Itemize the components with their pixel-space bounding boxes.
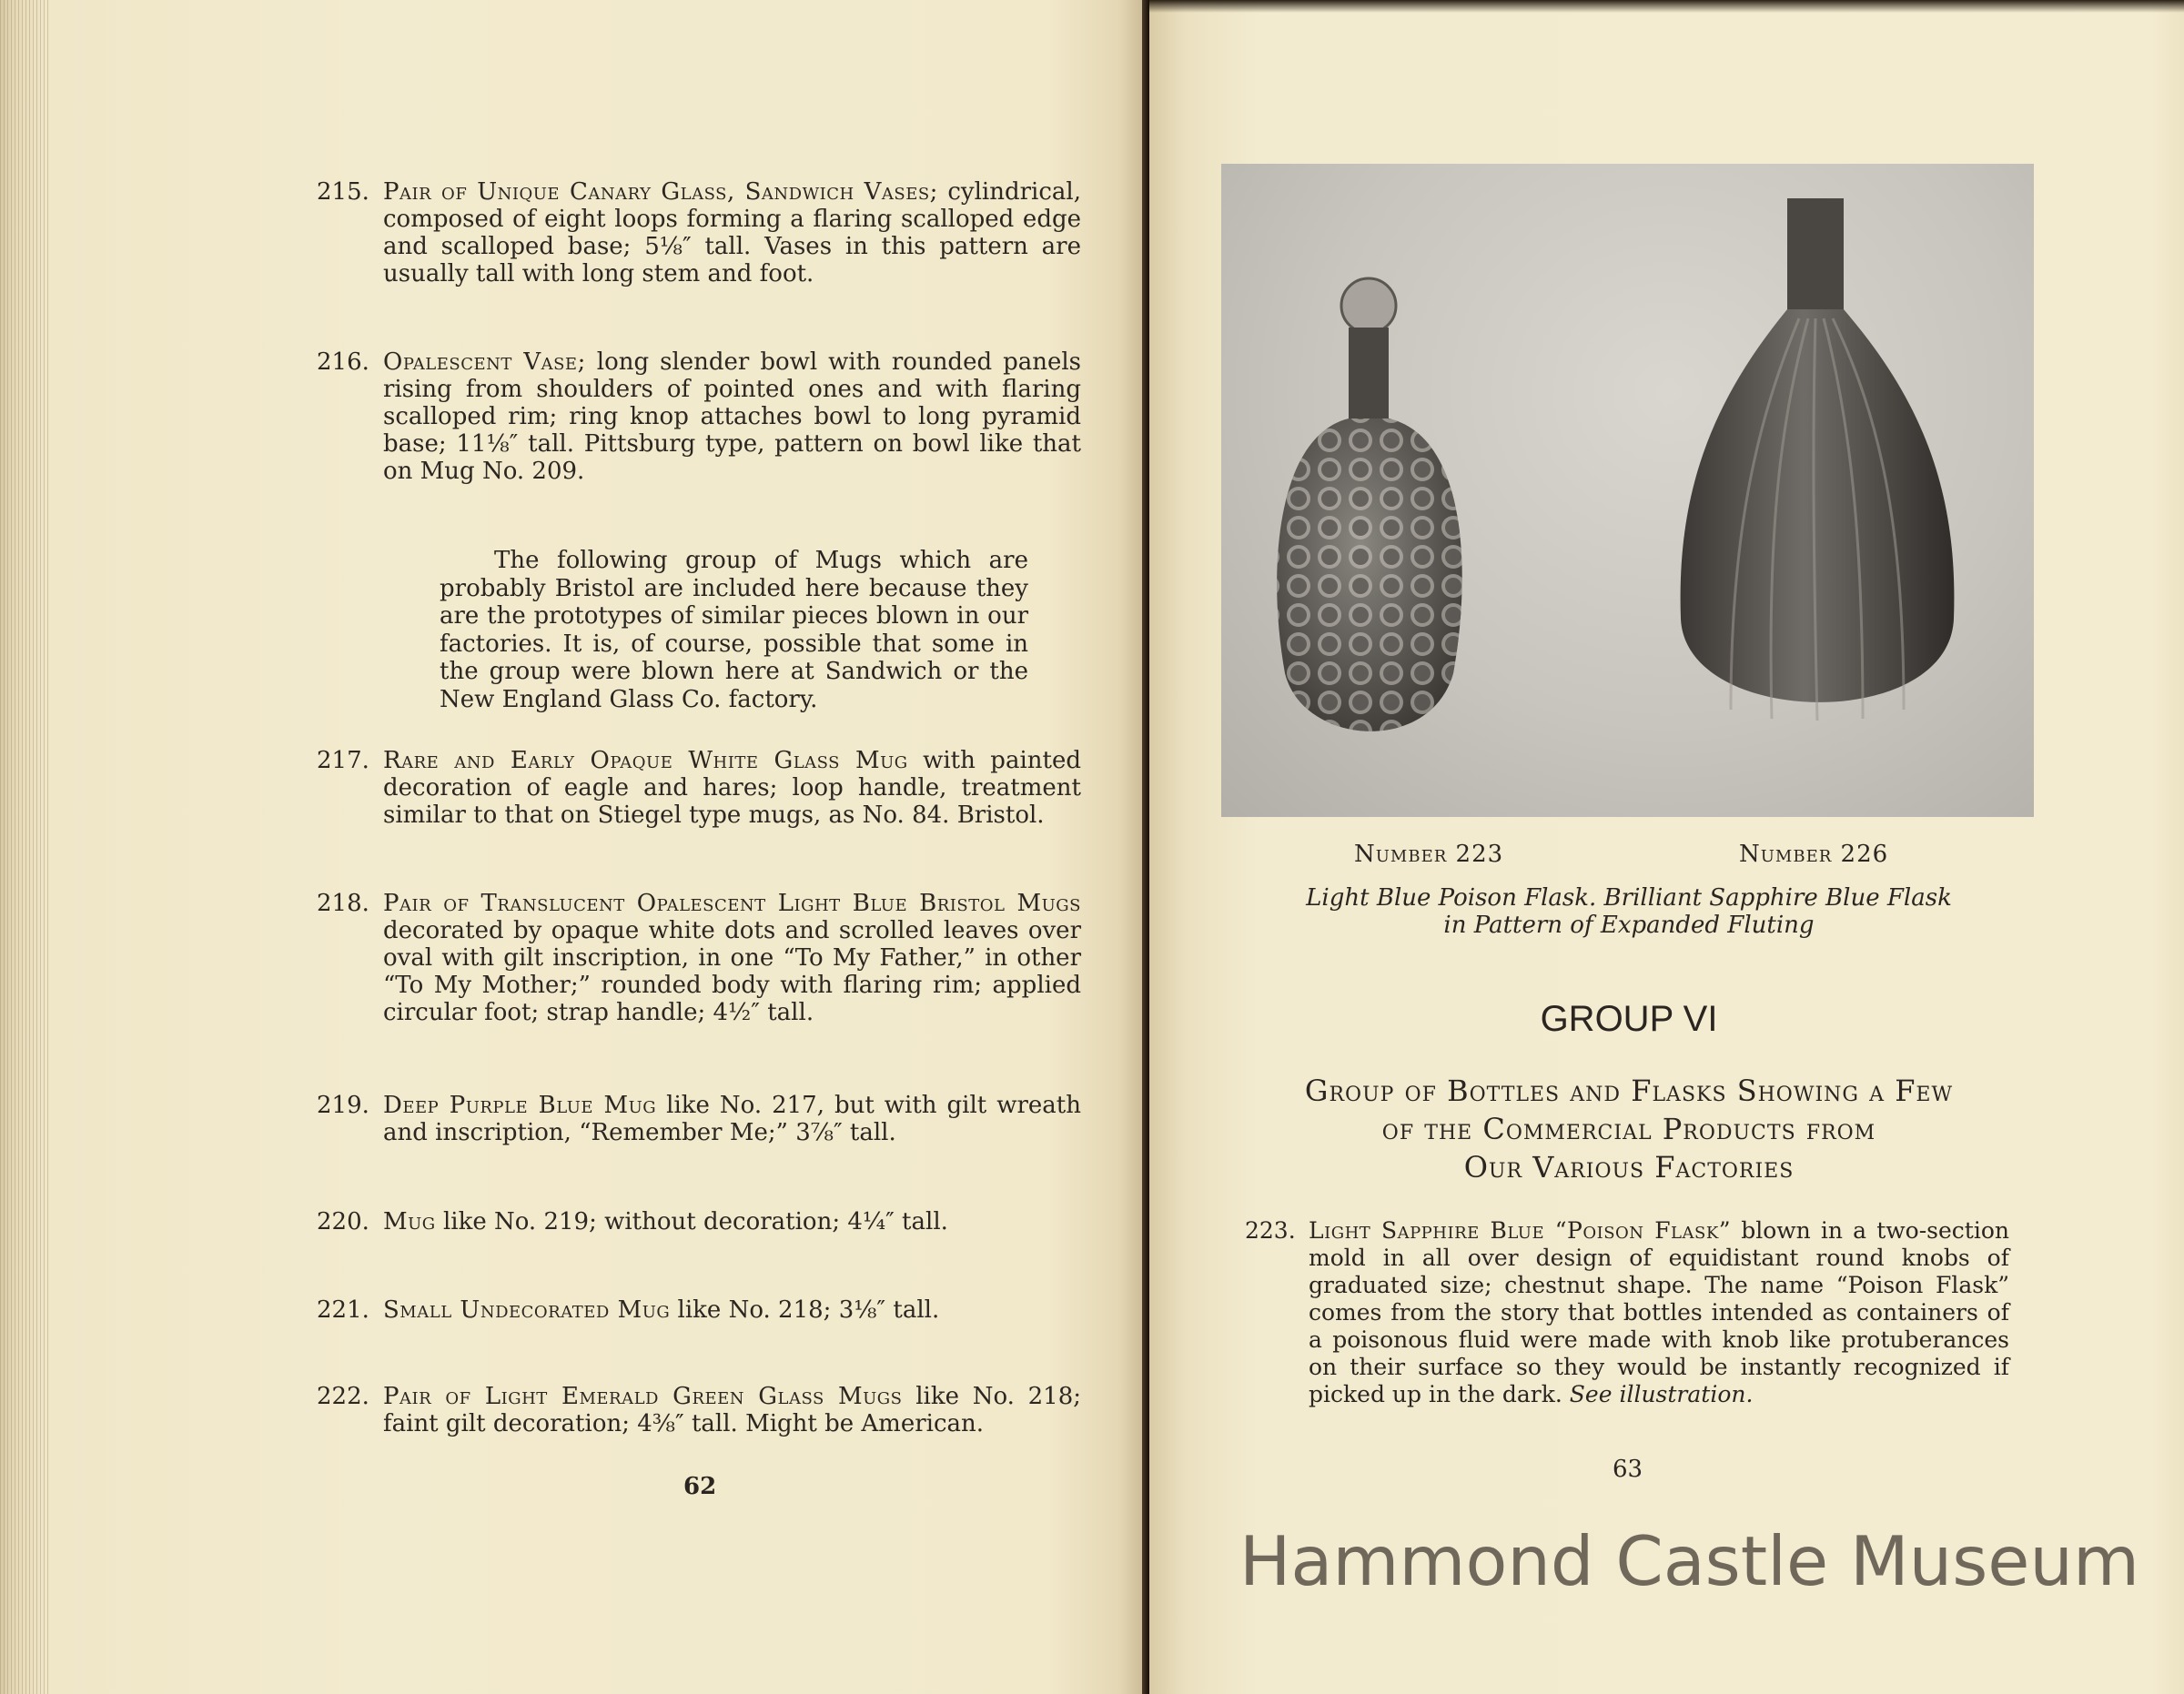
entry-number: 216. <box>317 348 369 376</box>
entry-text: blown in a two-section mold in all over design of equidistant round knobs of graduated size; chestnut shape. The name “Poison Flask” comes from the story that bottles intended as containers of a poisonous fluid were made with knob like protuberances on their surface so they would be instantly recognized if picked up in the dark. <box>1309 1217 2010 1407</box>
entry-text: cylindrical, composed of eight loops forming a flaring scalloped edge and scalloped base; 5⅛″ tall. Vases in this pattern are usually tall with long stem and foot. <box>383 178 1081 287</box>
top-shadow <box>1149 0 2184 13</box>
entry-title: Light Sapphire Blue “Poison Flask” <box>1309 1217 1732 1244</box>
note-paragraph: The following group of Mugs which are probably Bristol are included here because they are the prototypes of similar pieces blown in our factories. It is, of course, possible that some in the group were blown here at Sandwich or the New England Glass Co. factory. <box>440 547 1028 713</box>
entry-text: like No. 218; 3⅛″ tall. <box>677 1296 940 1324</box>
entry-title: Pair of Translucent Opalescent Light Blue Bristol Mugs <box>383 890 1081 917</box>
group-title: GROUP VI <box>1540 999 1718 1039</box>
entry-number: 222. <box>317 1383 369 1410</box>
entry-title: Small Undecorated Mug <box>383 1296 671 1324</box>
flask-photograph <box>1221 164 2034 817</box>
entry-text: long slender bowl with rounded panels rising from shoulders of pointed ones and with flaring scalloped rim; ring knop attaches bowl to long pyramid base; 11⅛″ tall. Pittsburg type, pattern on bowl like that on Mug No. 209. <box>383 348 1081 485</box>
page-number-right: 63 <box>1613 1456 1643 1483</box>
entry-title: Deep Purple Blue Mug <box>383 1092 657 1119</box>
entry-text: like No. 219; without decoration; 4¼″ tall. <box>442 1208 948 1235</box>
watermark: Hammond Castle Museum <box>1239 1521 2140 1601</box>
group-subtitle <box>1219 1072 2038 1186</box>
entry-text: like No. 218; faint gilt decoration; 4⅜″ tall. Might be American. <box>383 1383 1082 1437</box>
caption-number-223: Number 223 <box>1354 841 1504 868</box>
entry-number: 223. <box>1245 1217 1296 1244</box>
entry-title: Pair of Unique Canary Glass, Sandwich Vases; <box>383 178 938 206</box>
entry-number: 221. <box>317 1296 369 1324</box>
entry-number: 219. <box>317 1092 369 1119</box>
caption-number-226: Number 226 <box>1739 841 1889 868</box>
fluted-flask-image <box>1681 198 1955 721</box>
group-subtitle-line: Our Various Factories <box>1463 1150 1795 1185</box>
entry-title: Pair of Light Emerald Green Glass Mugs <box>383 1383 903 1410</box>
entry-number: 215. <box>317 178 369 206</box>
entry-text: decorated by opaque white dots and scrolled leaves over oval with gilt inscription, in one “To My Father,” in other “To My Mother;” rounded body with flaring rim; applied circular foot; strap handle; 4½″ tall. <box>383 917 1081 1026</box>
page-edges <box>0 0 50 1694</box>
book-gutter <box>1142 0 1149 1694</box>
see-illustration: See illustration. <box>1569 1381 1754 1407</box>
group-subtitle-line: of the Commercial Products from <box>1381 1112 1876 1146</box>
entry-text: like No. 217, but with gilt wreath and inscription, “Remember Me;” 3⅞″ tall. <box>383 1092 1081 1146</box>
caption-line-2: in Pattern of Expanded Fluting <box>1443 912 1815 939</box>
entry-text: with painted decoration of eagle and hares; loop handle, treatment similar to that on Stiegel type mugs, as No. 84. Bristol. <box>383 747 1081 829</box>
entry-title: Mug <box>383 1208 436 1235</box>
entry-number: 217. <box>317 747 369 774</box>
entry-title: Rare and Early Opaque White Glass Mug <box>383 747 908 774</box>
caption-line-1: Light Blue Poison Flask. Brilliant Sapphire Blue Flask <box>1306 884 1952 912</box>
entry-title: Opalescent Vase; <box>383 348 586 376</box>
poison-flask-image <box>1277 278 1462 731</box>
entry-number: 218. <box>317 890 369 917</box>
group-subtitle-line: Group of Bottles and Flasks Showing a Few <box>1304 1074 1954 1108</box>
page-number-left: 62 <box>683 1473 717 1500</box>
entry-number: 220. <box>317 1208 369 1235</box>
